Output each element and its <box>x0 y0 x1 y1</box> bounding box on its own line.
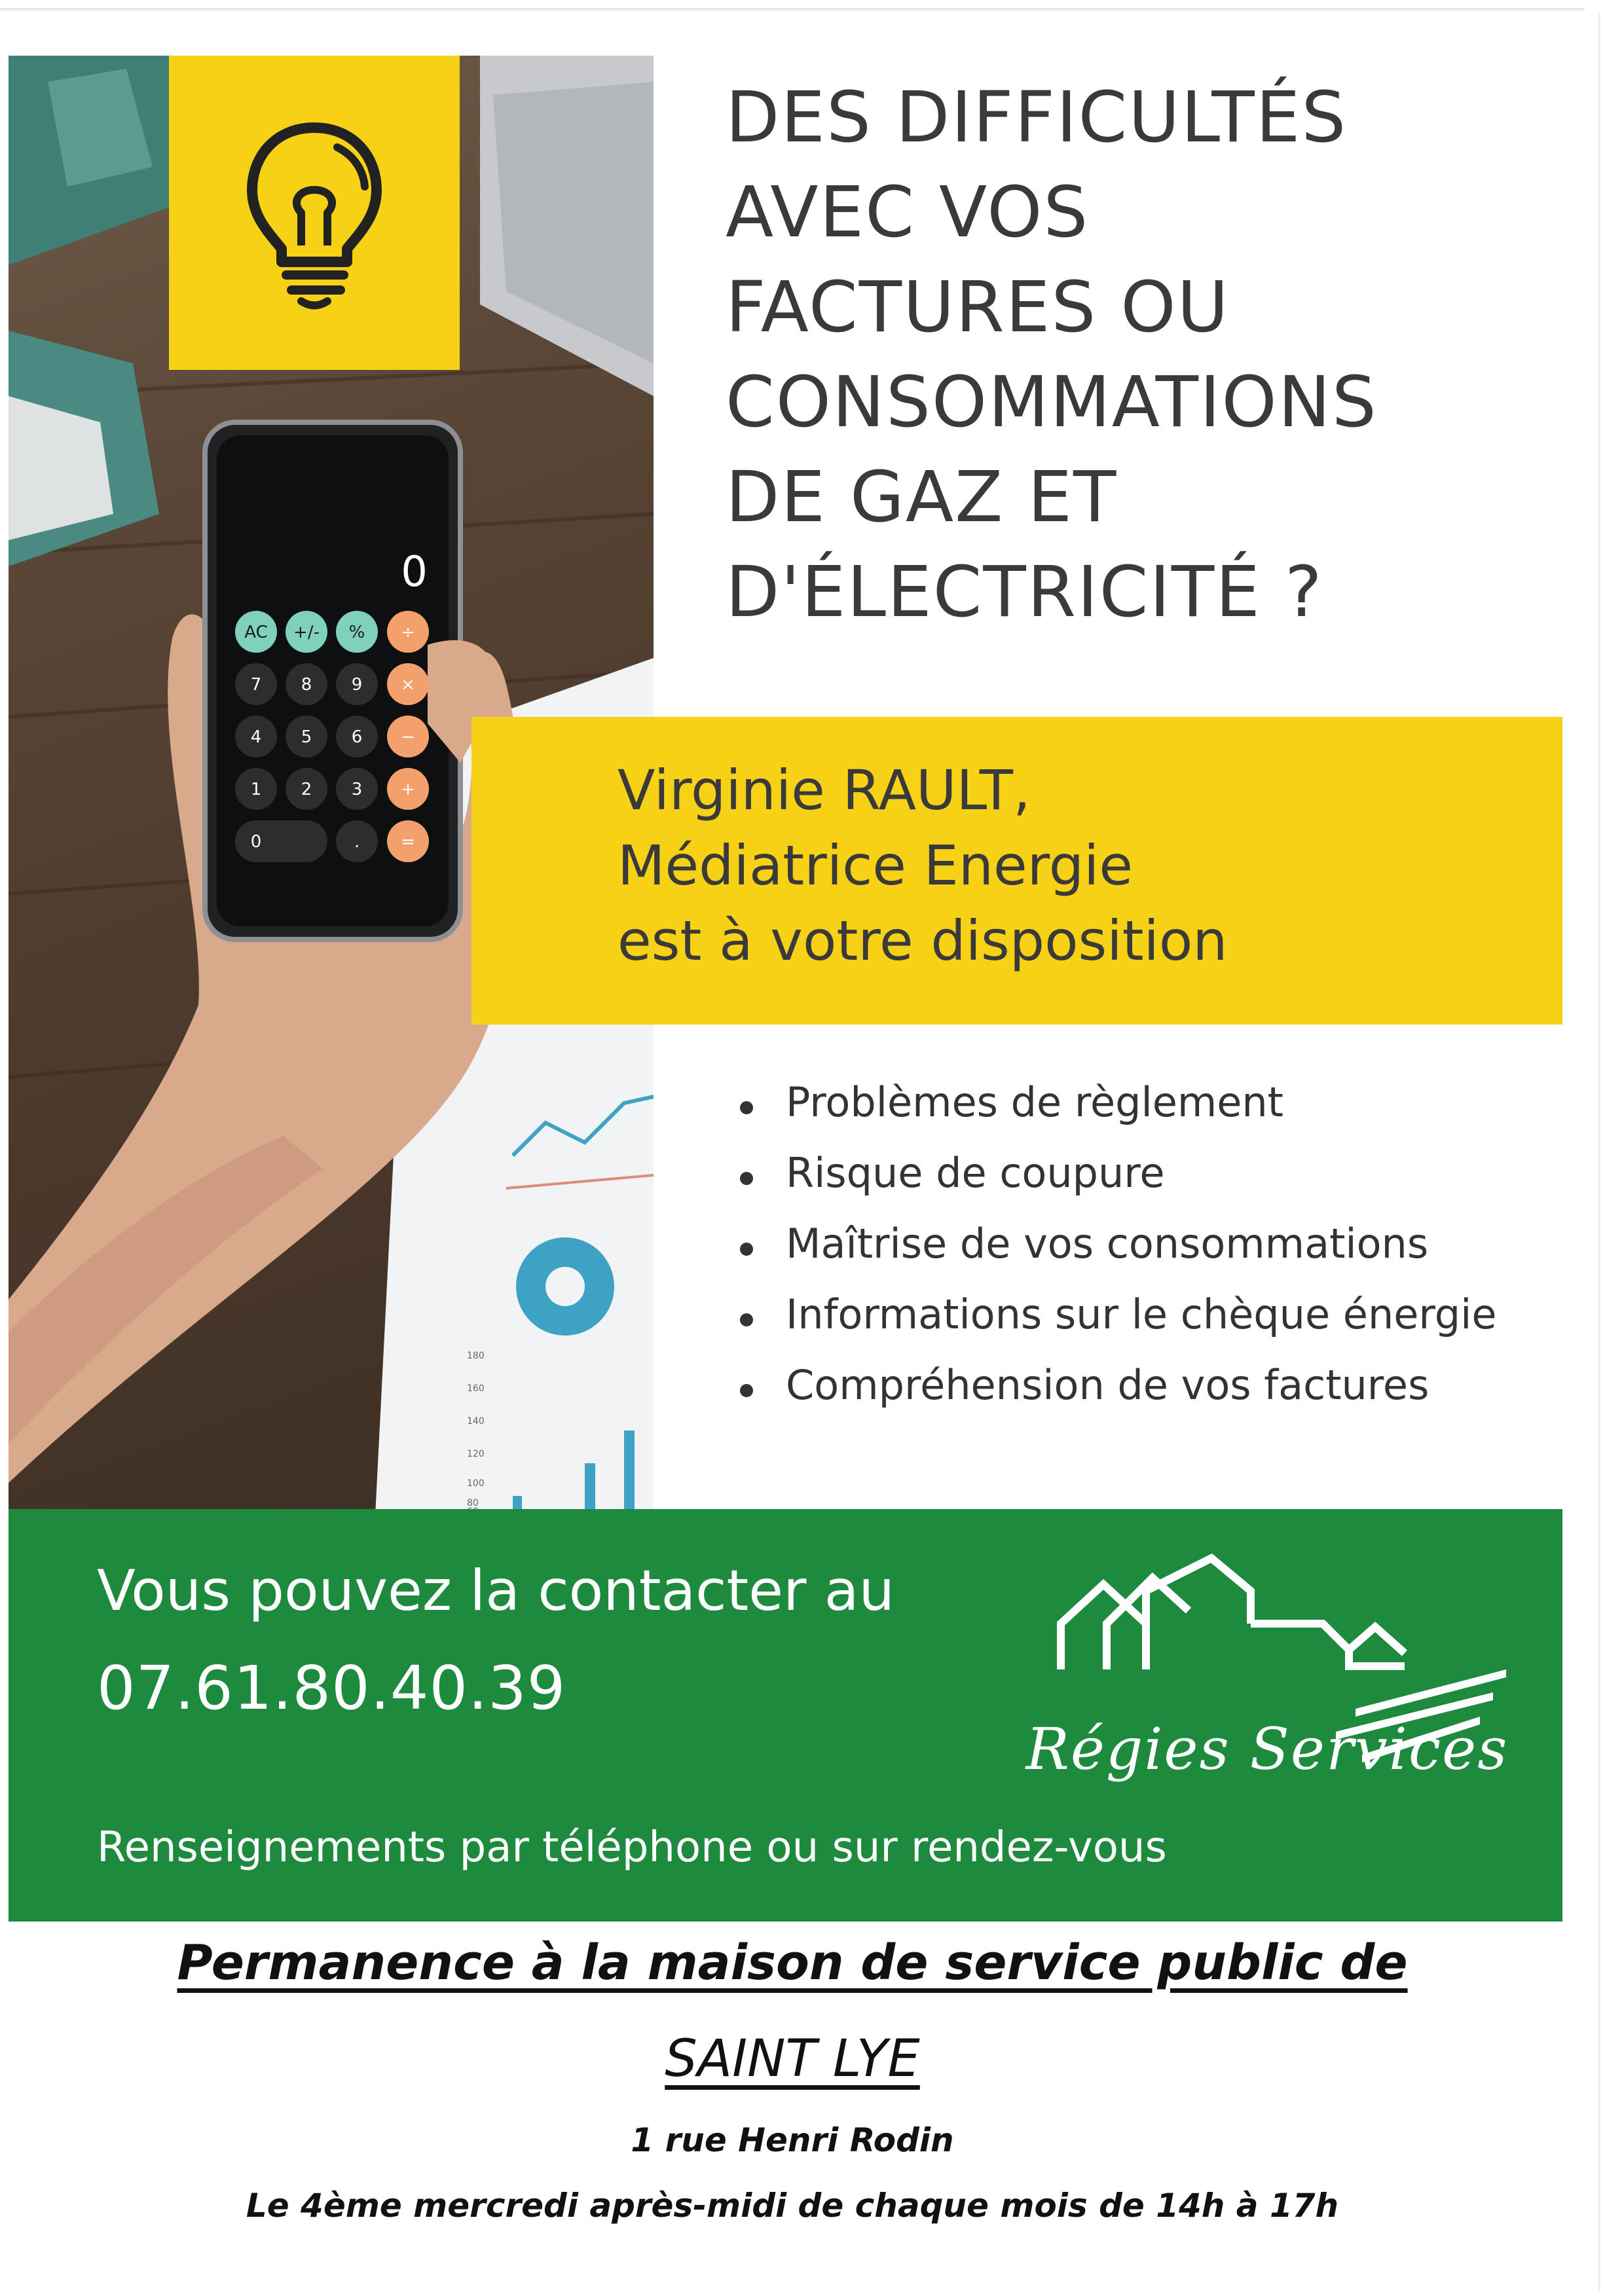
calc-key: 4 <box>250 727 262 747</box>
calc-key: × <box>401 675 415 695</box>
axis-label: 140 <box>467 1416 485 1427</box>
mediator-line: Virginie RAULT, <box>618 758 1031 822</box>
contact-info: Renseignements par téléphone ou sur rendez-vous <box>97 1823 1167 1872</box>
list-item <box>733 1279 1585 1350</box>
logo-name: Régies Services <box>1025 1715 1509 1783</box>
calc-key: . <box>354 832 360 852</box>
calc-key: 7 <box>250 675 262 695</box>
calc-key: AC <box>244 623 268 642</box>
calc-key: ÷ <box>401 623 415 642</box>
mediator-text <box>618 753 1534 979</box>
headline-line: FACTURES OU <box>726 267 1230 348</box>
topic-label: Problèmes de règlement <box>786 1078 1283 1126</box>
light-bulb-icon <box>239 115 390 311</box>
axis-label: 180 <box>467 1351 485 1361</box>
calc-key: 9 <box>351 675 363 695</box>
topic-label: Risque de coupure <box>786 1149 1165 1197</box>
topic-label: Maîtrise de vos consommations <box>786 1220 1429 1267</box>
headline-line: DE GAZ ET <box>726 457 1118 538</box>
calc-key: % <box>348 623 365 642</box>
calc-key: − <box>401 727 415 747</box>
headline <box>726 71 1577 640</box>
mediator-line: Médiatrice Energie <box>618 833 1134 898</box>
bullet-icon <box>740 1384 753 1397</box>
calc-key: = <box>401 832 415 852</box>
headline-line: AVEC VOS <box>726 172 1090 253</box>
calculator-display: 0 <box>401 548 428 596</box>
calc-key: 3 <box>351 780 363 799</box>
calc-key: 6 <box>351 727 363 747</box>
permanence-title: Permanence à la maison de service public de <box>177 1935 1408 1991</box>
calc-key: 8 <box>301 675 312 695</box>
bullet-icon <box>740 1172 753 1185</box>
bullet-icon <box>740 1313 753 1326</box>
axis-label: 160 <box>467 1383 485 1394</box>
calc-key: +/- <box>293 623 320 642</box>
bullet-icon <box>740 1101 753 1114</box>
permanence-address: 1 rue Henri Rodin <box>631 2121 954 2159</box>
contact-phone[interactable]: 07.61.80.40.39 <box>97 1653 566 1723</box>
axis-label: 100 <box>467 1478 485 1489</box>
mediator-line: est à votre disposition <box>618 909 1228 973</box>
calc-key: 2 <box>301 780 312 799</box>
calc-key: 5 <box>301 727 312 747</box>
calc-key: + <box>401 780 415 799</box>
topic-label: Informations sur le chèque énergie <box>786 1290 1497 1338</box>
calc-key: 0 <box>250 832 262 852</box>
bulb-box <box>169 56 460 370</box>
topics-list <box>733 1067 1585 1421</box>
axis-label: 80 <box>467 1498 479 1508</box>
bullet-icon <box>740 1243 753 1256</box>
list-item <box>733 1067 1585 1138</box>
right-scan-line <box>1598 13 1600 2291</box>
headline-line: CONSOMMATIONS <box>726 362 1378 443</box>
calc-key: 1 <box>250 780 262 799</box>
list-item <box>733 1209 1585 1279</box>
permanence-city: SAINT LYE <box>665 2030 920 2088</box>
topic-label: Compréhension de vos factures <box>786 1361 1430 1409</box>
headline-line: D'ÉLECTRICITÉ ? <box>726 552 1323 633</box>
axis-label: 120 <box>467 1449 485 1459</box>
list-item <box>733 1138 1585 1209</box>
permanence-schedule: Le 4ème mercredi après-midi de chaque mois de 14h à 17h <box>246 2187 1339 2225</box>
headline-line: DES DIFFICULTÉS <box>726 77 1348 158</box>
contact-line: Vous pouvez la contacter au <box>97 1558 895 1624</box>
list-item <box>733 1350 1585 1421</box>
top-scan-line <box>0 8 1585 10</box>
